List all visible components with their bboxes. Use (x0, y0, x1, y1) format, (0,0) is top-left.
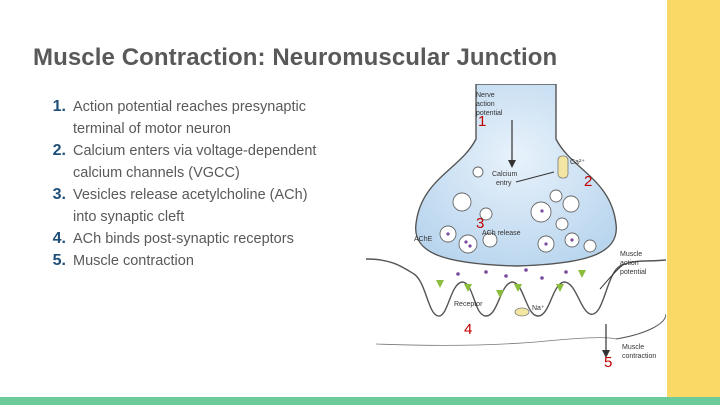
step-item-3 (36, 184, 356, 228)
step-text-line: Muscle contraction (73, 253, 194, 269)
diagram-label: AChE (414, 236, 433, 243)
diagram-label: action (476, 101, 495, 108)
step-number: 2. (52, 142, 66, 159)
diagram-label: Receptor (454, 301, 483, 308)
diagram-label: Muscle (622, 344, 645, 351)
step-item-2 (36, 140, 356, 184)
muscle-fiber-outline (616, 314, 666, 339)
step-item-4 (36, 228, 356, 250)
steps-list (36, 96, 356, 272)
slide-title: Muscle Contraction: Neuromuscular Junction (33, 44, 558, 71)
accent-bar-bottom (0, 397, 720, 405)
step-number: 5. (52, 252, 66, 269)
diagram-label: ACh release (482, 230, 521, 237)
step-text-line: terminal of motor neuron (73, 121, 231, 137)
step-text-line: Calcium enters via voltage-dependent (73, 143, 317, 159)
diagram-label: Nerve (476, 92, 495, 99)
step-text-line: ACh binds post-synaptic receptors (73, 231, 294, 247)
step-item-5 (36, 250, 356, 272)
diagram-label: potential (620, 269, 647, 276)
diagram-label: Ca²⁺ (570, 159, 585, 166)
step-number: 3. (52, 186, 66, 203)
step-item-1 (36, 96, 356, 140)
step-number: 1. (52, 98, 66, 115)
diagram-label: contraction (622, 353, 657, 360)
step-text-line: calcium channels (VGCC) (73, 165, 240, 181)
step-marker-2: 2 (584, 173, 593, 190)
diagram-label: entry (496, 180, 512, 187)
step-marker-4: 4 (464, 321, 473, 338)
sodium-channel (515, 308, 529, 316)
step-text-line: into synaptic cleft (73, 209, 185, 225)
muscle-fiber-outline (376, 338, 616, 346)
diagram-label: potential (476, 110, 503, 117)
calcium-channel (558, 156, 568, 178)
step-marker-5: 5 (604, 354, 613, 371)
step-marker-1: 1 (478, 113, 487, 130)
accent-bar-right (667, 0, 720, 405)
step-number: 4. (52, 230, 66, 247)
diagram-label: Muscle (620, 251, 643, 258)
diagram-label: action (620, 260, 639, 267)
step-text-line: Action potential reaches presynaptic (73, 99, 306, 115)
diagram-label: Na⁺ (532, 305, 545, 312)
neuromuscular-junction-diagram (366, 84, 666, 384)
diagram-label: Calcium (492, 171, 518, 178)
step-text-line: Vesicles release acetylcholine (ACh) (73, 187, 308, 203)
step-marker-3: 3 (476, 215, 485, 232)
